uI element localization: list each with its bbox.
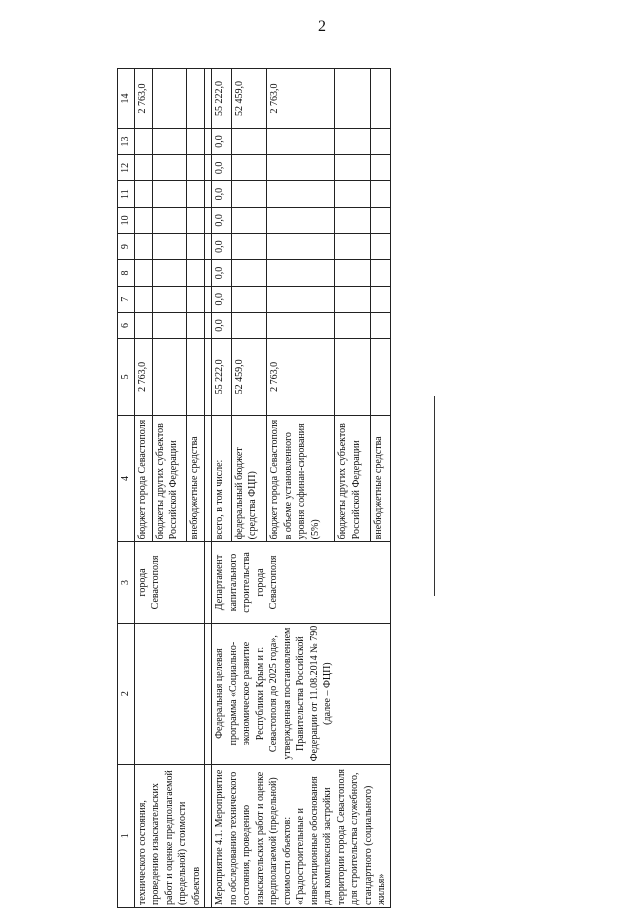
amount-cell: 0,0 [212, 312, 232, 338]
rotated-page-frame [117, 68, 640, 908]
amount-cell [335, 69, 371, 129]
amount-cell: 52 459,0 [231, 69, 267, 129]
table-row [134, 69, 152, 908]
amount-cell [335, 339, 371, 415]
program-cell: Федеральная целевая программа «Социально-экономическое развитие Республики Крым и г. Севастополя до 2025 года», утвержденная постановлением Правительства Российской Федерации от 11.08.2014 № 790 (далее – ФЦП) [212, 623, 391, 764]
amount-cell: 55 222,0 [212, 69, 232, 129]
row-spacer [205, 69, 212, 908]
amount-cell [186, 69, 204, 129]
column-header: 14 [118, 69, 135, 129]
amount-cell: 2 763,0 [267, 339, 335, 415]
page-number: 2 [318, 18, 326, 35]
executor-cell: Департамент капитального строительства города Севастополя [212, 542, 391, 623]
rotated-table-area [117, 68, 640, 908]
table-row [212, 69, 232, 908]
column-header: 5 [118, 339, 135, 415]
funding-source-cell: внебюджетные средства [370, 415, 390, 542]
amount-cell: 0,0 [212, 128, 232, 154]
margin-rule [434, 396, 435, 596]
funding-source-cell: внебюджетные средства [186, 415, 204, 542]
column-header: 4 [118, 415, 135, 542]
column-header: 3 [118, 542, 135, 623]
column-header: 11 [118, 181, 135, 207]
program-cell [134, 623, 205, 764]
amount-cell [152, 69, 186, 129]
amount-cell: 2 763,0 [267, 69, 335, 129]
column-header: 13 [118, 128, 135, 154]
column-header: 1 [118, 764, 135, 907]
amount-cell [370, 339, 390, 415]
amount-cell: 0,0 [212, 260, 232, 286]
amount-cell: 0,0 [212, 207, 232, 233]
header-row [118, 69, 135, 908]
amount-cell: 52 459,0 [231, 339, 267, 415]
activity-description-cell: технического состояния, проведению изыскательских работ и оценке предполагаемой (предельной) стоимости объектов [134, 764, 205, 907]
amount-cell [370, 69, 390, 129]
executor-cell: города Севастополя [134, 542, 205, 623]
funding-source-cell: бюджет города Севастополя в объеме установленного уровня софинан-сирования (5%) [267, 415, 335, 542]
amount-cell: 2 763,0 [134, 69, 152, 129]
funding-total-label: всего, в том числе: [212, 415, 232, 542]
amount-cell: 0,0 [212, 234, 232, 260]
column-header: 7 [118, 286, 135, 312]
column-header: 6 [118, 312, 135, 338]
column-header: 8 [118, 260, 135, 286]
column-header: 10 [118, 207, 135, 233]
amount-cell [152, 339, 186, 415]
funding-source-cell: бюджет города Севастополя [134, 415, 152, 542]
column-header: 12 [118, 155, 135, 181]
amount-cell: 0,0 [212, 155, 232, 181]
amount-cell [186, 339, 204, 415]
amount-cell: 0,0 [212, 286, 232, 312]
column-header: 9 [118, 234, 135, 260]
amount-cell: 55 222,0 [212, 339, 232, 415]
funding-source-cell: бюджеты других субъектов Российской Федерации [335, 415, 371, 542]
amount-cell: 2 763,0 [134, 339, 152, 415]
program-table [117, 68, 391, 908]
amount-cell: 0,0 [212, 181, 232, 207]
column-header: 2 [118, 623, 135, 764]
funding-source-cell: бюджеты других субъектов Российской Федерации [152, 415, 186, 542]
activity-description-cell: Мероприятие 4.1. Мероприятие по обследованию технического состояния, проведению изыскательских работ и оценке предполагаемой (предельной) стоимости объектов: «Градостроительные и инвестиционные обоснования для комплексной застройки территории города Севастополя для строительства служебного, стандартного (социального) жилья» [212, 764, 391, 907]
funding-source-cell: федеральный бюджет (средства ФЦП) [231, 415, 267, 542]
